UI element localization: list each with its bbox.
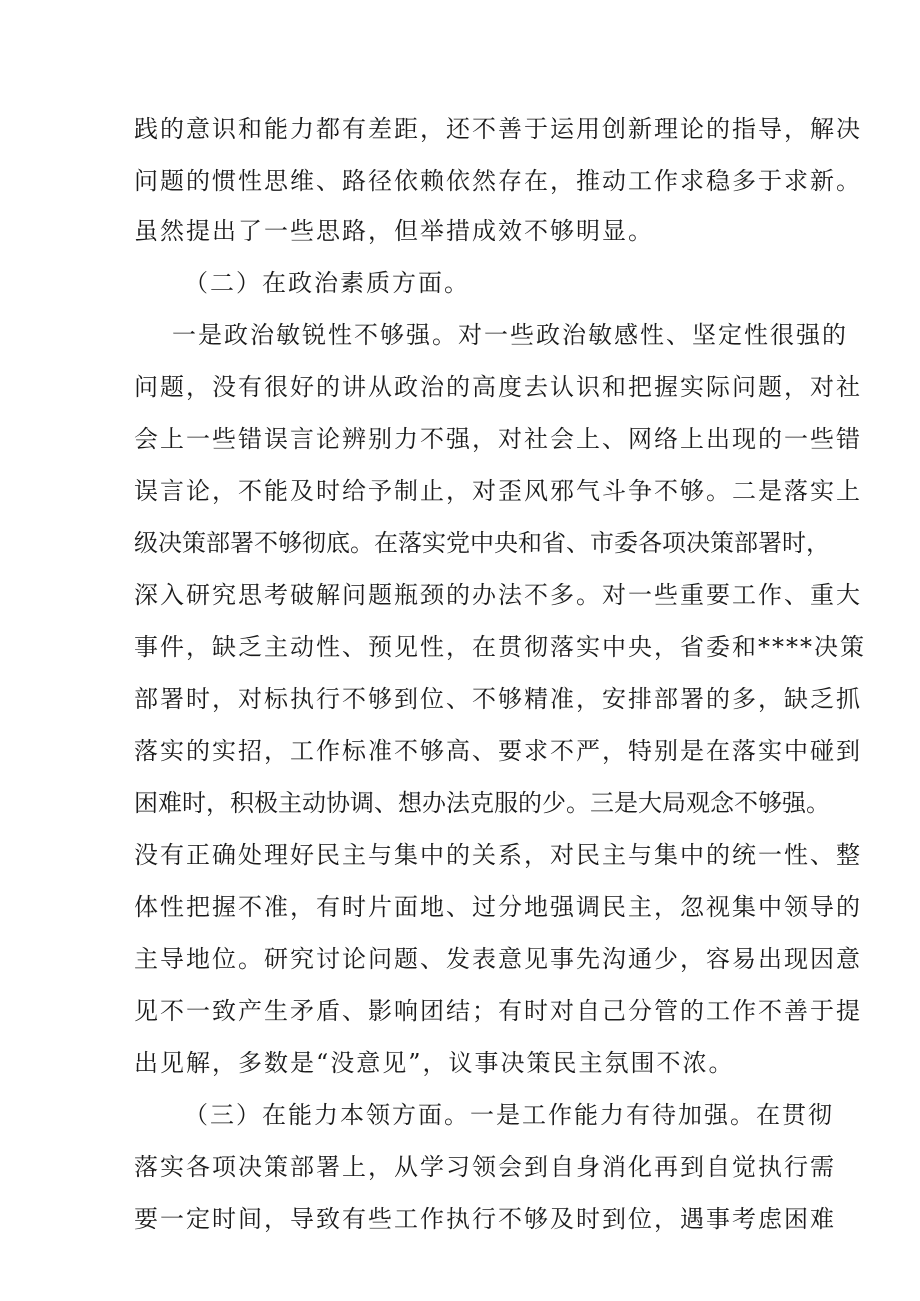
text-line: 践的意识和能力都有差距，还不善于运用创新理论的指导，解决 <box>134 115 862 143</box>
section-heading: （二）在政治素质方面。 <box>184 269 470 297</box>
text-line: 要一定时间，导致有些工作执行不够及时到位，遇事考虑困难 <box>134 1205 836 1233</box>
text-line: 见不一致产生矛盾、影响团结；有时对自己分管的工作不善于提 <box>134 997 862 1025</box>
text-line: 体性把握不准，有时片面地、过分地强调民主，忽视集中领导的 <box>134 893 862 921</box>
text-line: 事件，缺乏主动性、预见性，在贯彻落实中央，省委和****决策 <box>134 633 866 661</box>
text-line: 虽然提出了一些思路，但举措成效不够明显。 <box>134 217 654 245</box>
text-line: 问题，没有很好的讲从政治的高度去认识和把握实际问题，对社 <box>134 373 862 401</box>
text-line: 主导地位。研究讨论问题、发表意见事先沟通少，容易出现因意 <box>134 945 862 973</box>
text-line: 困难时，积极主动协调、想办法克服的少。三是大局观念不够强。 <box>134 789 830 817</box>
text-line: 落实各项决策部署上，从学习领会到自身消化再到自觉执行需 <box>134 1153 836 1181</box>
section-heading: （三）在能力本领方面。一是工作能力有待加强。在贯彻 <box>184 1101 834 1129</box>
text-line: 出见解，多数是“没意见”，议事决策民主氛围不浓。 <box>134 1049 735 1077</box>
text-line: 深入研究思考破解问题瓶颈的办法不多。对一些重要工作、重大 <box>134 581 862 609</box>
text-line: 部署时，对标执行不够到位、不够精准，安排部署的多，缺乏抓 <box>134 685 862 713</box>
text-line: 会上一些错误言论辨别力不强，对社会上、网络上出现的一些错 <box>134 425 862 453</box>
text-line: 一是政治敏锐性不够强。对一些政治敏感性、坚定性很强的 <box>172 321 848 349</box>
text-line: 级决策部署不够彻底。在落实党中央和省、市委各项决策部署时， <box>134 529 830 557</box>
text-line: 落实的实招，工作标准不够高、要求不严，特别是在落实中碰到 <box>134 737 862 765</box>
text-line: 误言论，不能及时给予制止，对歪风邪气斗争不够。二是落实上 <box>134 477 862 505</box>
text-line: 没有正确处理好民主与集中的关系，对民主与集中的统一性、整 <box>134 841 862 869</box>
text-line: 问题的惯性思维、路径依赖依然存在，推动工作求稳多于求新。 <box>134 167 862 195</box>
